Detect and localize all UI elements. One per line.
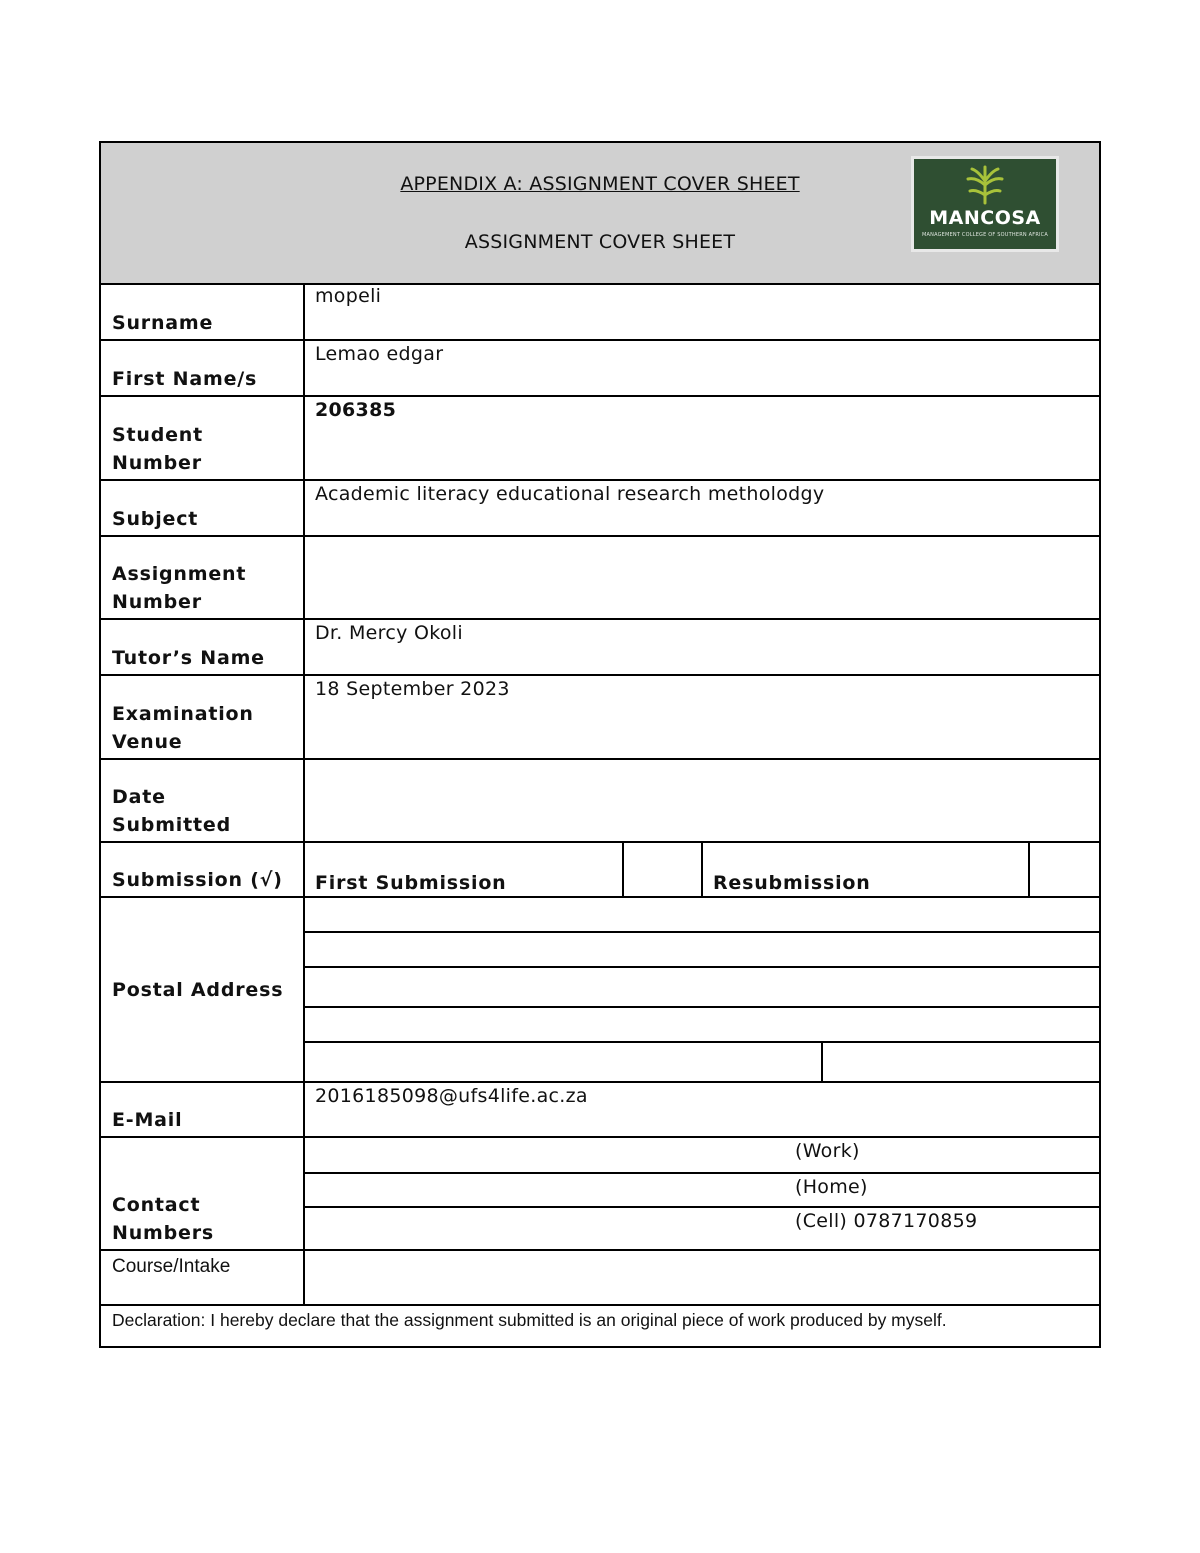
- exam-venue-value[interactable]: 18 September 2023: [315, 678, 510, 700]
- date-submitted-label: Date Submitted: [112, 786, 231, 836]
- postal-city-field[interactable]: [307, 1043, 821, 1081]
- work-phone-field[interactable]: (Work): [795, 1140, 860, 1162]
- first-names-value[interactable]: Lemao edgar: [315, 343, 444, 365]
- row-first-names: [101, 341, 1099, 397]
- row-assignment-number: [101, 537, 1099, 620]
- cell-phone-field[interactable]: (Cell) 0787170859: [795, 1210, 978, 1232]
- resubmission-checkbox[interactable]: [1030, 843, 1099, 896]
- first-submission-label: First Submission: [315, 872, 507, 894]
- row-subject: [101, 481, 1099, 537]
- email-label: E-Mail: [112, 1109, 183, 1131]
- row-contact-numbers: [101, 1138, 1099, 1251]
- row-tutor-name: [101, 620, 1099, 676]
- student-number-label: Student Number: [112, 424, 203, 474]
- palm-tree-icon: [914, 159, 1056, 209]
- row-date-submitted: [101, 760, 1099, 843]
- postal-line-2[interactable]: [307, 933, 1099, 966]
- sheet-title: ASSIGNMENT COVER SHEET: [464, 231, 736, 253]
- subject-value[interactable]: Academic literacy educational research metholodgy: [315, 483, 825, 505]
- tutor-name-label: Tutor’s Name: [112, 647, 265, 669]
- postal-line-3[interactable]: [307, 968, 1099, 1006]
- logo-name: MANCOSA: [929, 207, 1041, 229]
- submission-label: Submission (√): [112, 869, 283, 891]
- postal-code-field[interactable]: [823, 1043, 1099, 1081]
- subject-label: Subject: [112, 508, 199, 530]
- course-intake-label: Course/Intake: [112, 1256, 231, 1277]
- postal-line-1[interactable]: [307, 898, 1099, 931]
- cover-sheet-form: [99, 141, 1101, 1348]
- email-value[interactable]: 2016185098@ufs4life.ac.za: [315, 1085, 588, 1107]
- row-submission: [101, 843, 1099, 898]
- student-number-value[interactable]: 206385: [315, 399, 397, 421]
- home-phone-field[interactable]: (Home): [795, 1176, 868, 1198]
- first-submission-checkbox[interactable]: [624, 843, 701, 896]
- form-header: [101, 143, 1099, 285]
- row-declaration: [101, 1306, 1099, 1346]
- resubmission-label: Resubmission: [713, 872, 871, 894]
- row-course-intake: [101, 1251, 1099, 1306]
- row-student-number: [101, 397, 1099, 481]
- surname-value[interactable]: mopeli: [315, 285, 382, 307]
- contact-numbers-label: Contact Numbers: [112, 1194, 214, 1244]
- row-postal-address: [101, 898, 1099, 1083]
- row-exam-venue: [101, 676, 1099, 760]
- first-names-label: First Name/s: [112, 368, 258, 390]
- postal-address-label: Postal Address: [112, 978, 284, 1001]
- exam-venue-label: Examination Venue: [112, 703, 254, 753]
- mancosa-logo: [911, 156, 1059, 252]
- postal-line-4[interactable]: [307, 1008, 1099, 1041]
- appendix-title: APPENDIX A: ASSIGNMENT COVER SHEET: [400, 173, 800, 195]
- tutor-name-value[interactable]: Dr. Mercy Okoli: [315, 622, 463, 644]
- assignment-number-label: Assignment Number: [112, 563, 247, 613]
- declaration-text: Declaration: I hereby declare that the assignment submitted is an original piece of work produced by myself.: [112, 1310, 947, 1330]
- logo-tagline: MANAGEMENT COLLEGE OF SOUTHERN AFRICA: [922, 232, 1048, 238]
- row-email: [101, 1083, 1099, 1138]
- surname-label: Surname: [112, 312, 214, 334]
- row-surname: [101, 283, 1099, 341]
